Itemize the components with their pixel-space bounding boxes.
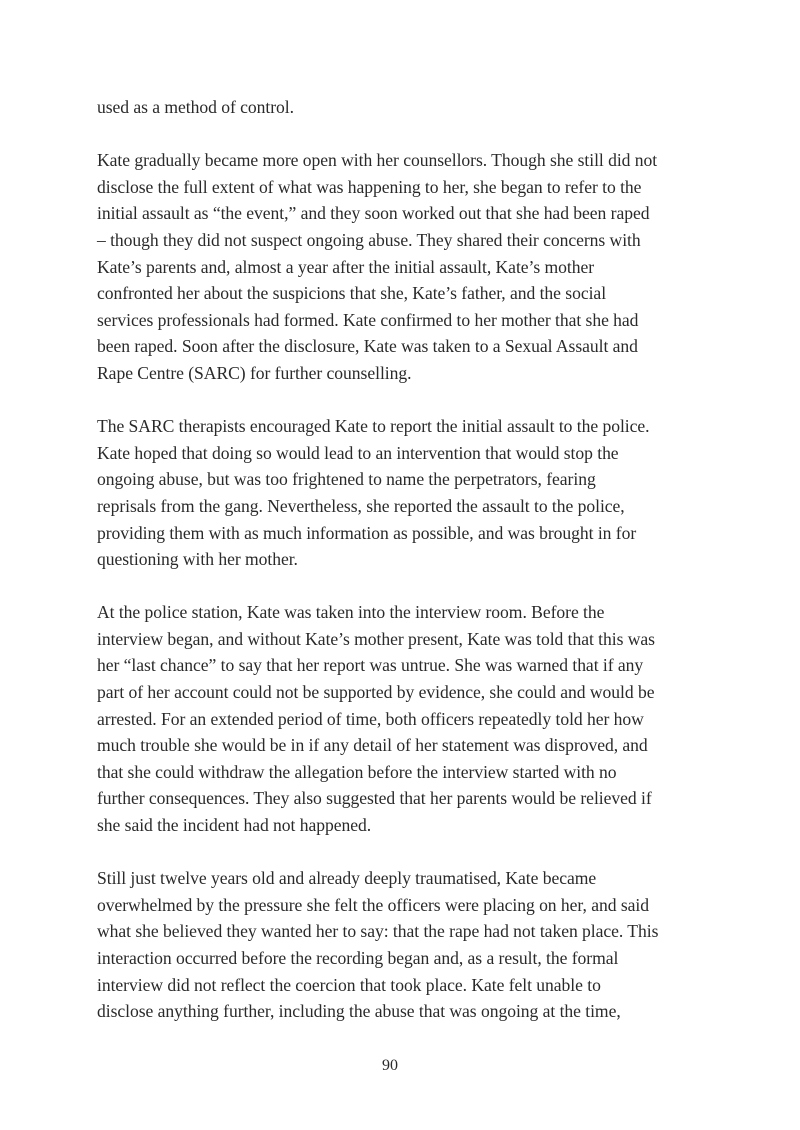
text-line: Kate’s parents and, almost a year after the initial assault, Kate’s mother: [97, 256, 595, 277]
text-line: Still just twelve years old and already deeply traumatised, Kate became: [97, 868, 597, 889]
text-line: Rape Centre (SARC) for further counselling.: [97, 362, 412, 383]
text-line: – though they did not suspect ongoing abuse. They shared their concerns with: [97, 229, 641, 250]
text-line: ongoing abuse, but was too frightened to name the perpetrators, fearing: [97, 469, 596, 490]
page-number: 90: [382, 1057, 398, 1074]
text-line: initial assault as “the event,” and they soon worked out that she had been raped: [97, 203, 650, 224]
paragraph: [97, 94, 709, 121]
text-line: interview did not reflect the coercion that took place. Kate felt unable to: [97, 974, 601, 995]
paragraph: [97, 865, 709, 1025]
text-line: providing them with as much information as possible, and was brought in for: [97, 522, 637, 543]
text-line: she said the incident had not happened.: [97, 815, 372, 836]
text-line: what she believed they wanted her to say: that the rape had not taken place. This: [97, 921, 659, 942]
paragraph: [97, 413, 709, 573]
text-line: The SARC therapists encouraged Kate to report the initial assault to the police.: [97, 416, 650, 437]
text-line: much trouble she would be in if any detail of her statement was disproved, and: [97, 735, 648, 756]
text-line: services professionals had formed. Kate confirmed to her mother that she had: [97, 309, 639, 330]
text-line: arrested. For an extended period of time, both officers repeatedly told her how: [97, 708, 644, 729]
text-line: reprisals from the gang. Nevertheless, she reported the assault to the police,: [97, 495, 625, 516]
text-line: used as a method of control.: [97, 97, 294, 117]
text-line: her “last chance” to say that her report was untrue. She was warned that if any: [97, 655, 644, 676]
text-line: further consequences. They also suggested that her parents would be relieved if: [97, 788, 652, 809]
text-line: disclose the full extent of what was happening to her, she began to refer to the: [97, 176, 642, 197]
paragraph: [97, 599, 709, 838]
text-line: been raped. Soon after the disclosure, Kate was taken to a Sexual Assault and: [97, 336, 638, 357]
text-line: part of her account could not be supported by evidence, she could and would be: [97, 682, 655, 703]
text-line: At the police station, Kate was taken into the interview room. Before the: [97, 602, 605, 623]
text-line: confronted her about the suspicions that she, Kate’s father, and the social: [97, 283, 607, 304]
text-line: Kate gradually became more open with her counsellors. Though she still did not: [97, 150, 658, 171]
text-line: interview began, and without Kate’s mother present, Kate was told that this was: [97, 628, 655, 649]
body-text: [97, 94, 709, 1051]
text-line: Kate hoped that doing so would lead to an intervention that would stop the: [97, 442, 619, 463]
text-line: that she could withdraw the allegation before the interview started with no: [97, 761, 617, 782]
text-line: questioning with her mother.: [97, 549, 298, 570]
text-line: disclose anything further, including the abuse that was ongoing at the time,: [97, 1001, 621, 1022]
text-line: interaction occurred before the recording began and, as a result, the formal: [97, 948, 619, 968]
text-line: overwhelmed by the pressure she felt the officers were placing on her, and said: [97, 894, 649, 915]
paragraph: [97, 147, 709, 386]
